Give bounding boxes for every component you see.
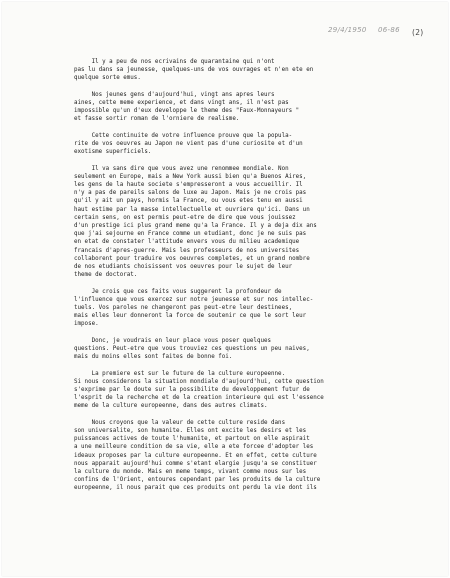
text-line: confins de l'Orient, entoures cependant par les produits de la culture <box>74 477 321 484</box>
text-line: qu'il y ait un pays, hormis la France, ou vous etes tenu en aussi <box>74 198 303 205</box>
text-line: haut estime par la masse intellectuelle et ouvriere qu'ici. Dans un <box>74 206 310 213</box>
text-line: les gens de la haute societe s'empresseront a vous accueillir. Il <box>74 182 303 188</box>
handwritten-date: 29/4/1950 <box>328 26 367 34</box>
paragraph <box>74 91 434 124</box>
paragraph <box>74 132 434 157</box>
text-line: nous apparait aujourd'hui comme s'etant elargie jusqu'a se constituer <box>74 460 317 467</box>
text-line: Si nous considerons la situation mondiale d'aujourd'hui, cette question <box>74 378 324 385</box>
text-line: questions. Peut-etre que vous trouviez ces questions un peu naives, <box>74 346 310 353</box>
text-line: theme de doctorat. <box>74 272 138 279</box>
text-line: Donc, je voudrais en leur place vous poser quelques <box>74 337 272 344</box>
text-line: certain sens, on est permis peut-etre de dire que vous jouissez <box>74 214 296 221</box>
text-line: Il y a peu de nos ecrivains de quarantaine qui n'ont <box>74 59 275 65</box>
paragraph <box>74 58 434 83</box>
text-line: son universalite, son humanite. Elles ont excite les desirs et les <box>74 428 307 435</box>
text-line: l'influence que vous exercez sur notre jeunesse et sur nos intellec- <box>74 296 314 303</box>
text-line: francais d'apres-guerre. Mais les professeurs de nos universites <box>74 247 300 254</box>
text-line: de nos etudiants choisissent vos oeuvres pour le sujet de leur <box>74 264 293 271</box>
text-line: collaborent pour traduire vos oeuvres completes, et un grand nombre <box>74 255 310 262</box>
text-line: n'y a pas de pareils salons de luxe au Japon. Mais je ne crois pas <box>74 190 307 197</box>
text-line: d'un prestige ici plus grand meme qu'a la France. Il y a deja dix ans <box>74 223 317 230</box>
page-number: (2) <box>412 28 424 37</box>
text-line: seulement en Europe, mais a New York aussi bien qu'a Buenos Aires, <box>74 173 307 180</box>
text-line: Nous croyons que la valeur de cette culture reside dans <box>74 419 286 426</box>
text-line: Je crois que ces faits vous suggerent la profondeur de <box>74 288 282 295</box>
paragraph <box>74 288 434 329</box>
text-line: exotisme superficiels. <box>74 149 152 156</box>
text-line: s'exprime par le doute sur la possibilite du developpement futur de <box>74 387 310 394</box>
text-line: aines, cette meme experience, et dans vingt ans, il n'est pas <box>74 100 289 106</box>
text-line: l'esprit de la recherche et de la creation interieure qui est l'essence <box>74 395 324 402</box>
text-line: ideaux proposes par la culture europeenne. Et en effet, cette culture <box>74 452 317 459</box>
text-line: mais elles leur donneront la force de soutenir ce que le sort leur <box>74 313 307 320</box>
paragraph <box>74 337 434 362</box>
text-line: La premiere est sur le future de la culture europeenne. <box>74 370 286 377</box>
text-line: puissances actives de toute l'humanite, et partout on elle aspirait <box>74 436 310 443</box>
paragraph <box>74 370 434 411</box>
text-line: meme de la culture europeenne, dans des autres climats. <box>74 403 268 410</box>
text-line: en etat de constater l'attitude envers vous du milieu academique <box>74 239 300 246</box>
text-line: impose. <box>74 321 99 328</box>
text-line: la culture du monde. Mais en meme temps, vivant comme nous sur les <box>74 469 307 476</box>
text-line: impossible qu'un d'eux developpe le theme des "Faux-Monnayeurs " <box>74 108 300 115</box>
text-line: Nos jeunes gens d'aujourd'hui, vingt ans apres leurs <box>74 91 275 98</box>
text-line: et fasse sortir roman de l'orniere de realisme. <box>74 116 240 123</box>
letter-body <box>74 58 434 501</box>
text-line: europeenne, il nous parait que ces produits ont perdu la vie dont ils <box>74 485 317 492</box>
text-line: tuels. Vos paroles ne changeront pas peut-etre leur destinees, <box>74 305 293 312</box>
text-line: rite de vos oeuvres au Japon ne vient pas d'une curiosite et d'un <box>74 141 303 147</box>
text-line: Il va sans dire que vous avez une renommee mondiale. Non <box>74 165 289 172</box>
paragraph <box>74 165 434 280</box>
text-line: quelque sorte emus. <box>74 75 141 82</box>
text-line: Cette continuite de votre influence prouve que la popula- <box>74 132 293 139</box>
handwritten-reference-number: 06-86 <box>378 26 400 34</box>
text-line: a une meilleure condition de sa vie, elle a ete forcee d'adopter les <box>74 444 314 451</box>
text-line: que j'ai sejourne en France comme un etudiant, donc je ne suis pas <box>74 231 307 238</box>
paragraph <box>74 419 434 493</box>
text-line: pas lu dans sa jeunesse, quelques-uns de vos ouvrages et n'en ete en <box>74 67 314 74</box>
text-line: mais du moins elles sont faites de bonne foi. <box>74 354 233 361</box>
